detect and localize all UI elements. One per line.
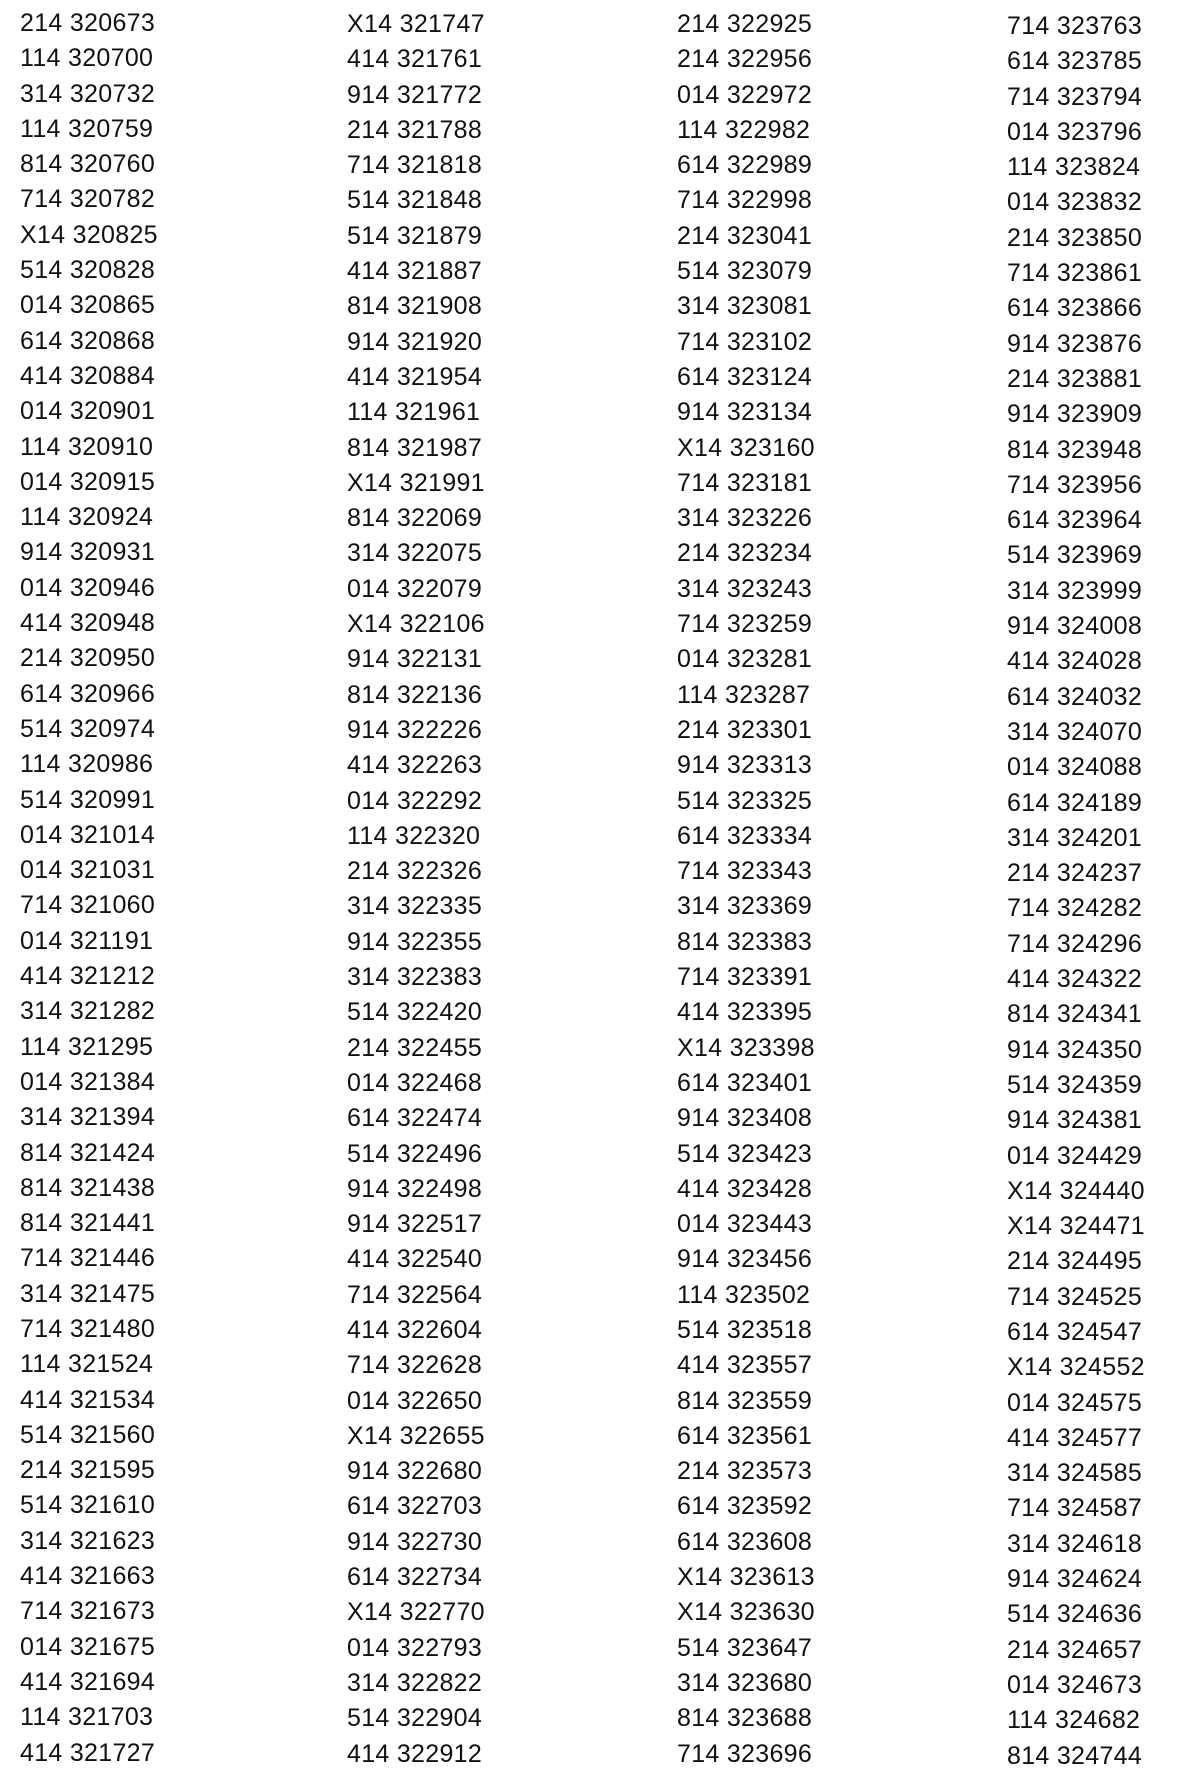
number-entry: 414 321761 bbox=[347, 45, 483, 74]
number-entry: 214 323234 bbox=[677, 539, 813, 568]
number-entry: 214 320950 bbox=[20, 644, 156, 673]
number-entry: 514 321848 bbox=[347, 186, 483, 215]
number-entry: 514 321610 bbox=[20, 1491, 156, 1520]
number-entry: 514 321560 bbox=[20, 1420, 156, 1449]
number-entry: 014 323281 bbox=[677, 645, 813, 674]
number-entry: 114 324682 bbox=[1007, 1706, 1141, 1735]
number-entry: 714 322628 bbox=[347, 1351, 483, 1380]
number-entry: 014 321384 bbox=[20, 1067, 156, 1096]
number-entry: 614 323964 bbox=[1007, 506, 1143, 535]
number-entry: 414 322604 bbox=[347, 1315, 483, 1344]
number-entry: 814 322069 bbox=[347, 504, 483, 533]
number-entry: 214 320673 bbox=[20, 9, 156, 37]
number-entry: 014 322793 bbox=[347, 1633, 483, 1662]
number-entry: 714 321480 bbox=[20, 1314, 156, 1343]
number-column-1 bbox=[20, 6, 290, 1771]
number-entry: 114 323287 bbox=[677, 680, 811, 709]
number-entry: 314 324201 bbox=[1007, 823, 1143, 852]
number-entry: 814 324744 bbox=[1007, 1741, 1143, 1770]
number-entry: 614 323401 bbox=[677, 1068, 813, 1097]
number-entry: 314 321475 bbox=[20, 1279, 156, 1308]
number-entry: 014 320865 bbox=[20, 291, 156, 320]
number-entry: 814 320760 bbox=[20, 150, 156, 179]
number-entry: 714 323391 bbox=[677, 963, 813, 992]
number-entry: 614 322474 bbox=[347, 1104, 483, 1133]
number-list-page bbox=[0, 6, 1200, 1786]
number-entry: X14 323630 bbox=[677, 1598, 815, 1627]
number-entry: 914 322730 bbox=[347, 1527, 483, 1556]
number-entry: 414 324577 bbox=[1007, 1423, 1143, 1452]
number-entry: 714 320782 bbox=[20, 185, 156, 214]
number-entry: 214 322455 bbox=[347, 1033, 483, 1062]
number-entry: 814 321424 bbox=[20, 1138, 156, 1167]
number-entry: 114 323824 bbox=[1007, 153, 1141, 182]
number-entry: 214 324657 bbox=[1007, 1635, 1143, 1664]
number-entry: 214 323850 bbox=[1007, 223, 1143, 252]
number-entry: 614 324547 bbox=[1007, 1317, 1143, 1346]
number-entry: 314 321282 bbox=[20, 997, 156, 1026]
number-entry: 014 321014 bbox=[20, 820, 156, 849]
number-entry: 114 320986 bbox=[20, 750, 154, 779]
number-entry: 714 324296 bbox=[1007, 929, 1143, 958]
number-entry: X14 322655 bbox=[347, 1421, 485, 1450]
number-entry: 714 321446 bbox=[20, 1244, 156, 1273]
number-entry: 714 323956 bbox=[1007, 470, 1143, 499]
number-entry: 014 322292 bbox=[347, 786, 483, 815]
number-entry: 014 320946 bbox=[20, 573, 156, 602]
number-entry: 414 321887 bbox=[347, 257, 483, 286]
number-entry: 814 321438 bbox=[20, 1173, 156, 1202]
number-entry: 314 324585 bbox=[1007, 1459, 1143, 1488]
number-entry: 914 324008 bbox=[1007, 612, 1143, 641]
number-entry: 214 324495 bbox=[1007, 1247, 1143, 1276]
number-entry: 314 320732 bbox=[20, 79, 156, 108]
number-entry: 314 321623 bbox=[20, 1526, 156, 1555]
number-entry: 314 323081 bbox=[677, 292, 813, 321]
number-entry: 814 321987 bbox=[347, 433, 483, 462]
number-entry: 514 322420 bbox=[347, 998, 483, 1027]
number-entry: 714 321060 bbox=[20, 891, 156, 920]
number-entry: 714 323102 bbox=[677, 327, 813, 356]
number-entry: 914 324624 bbox=[1007, 1565, 1143, 1594]
number-entry: 914 323408 bbox=[677, 1104, 813, 1133]
number-entry: 014 322972 bbox=[677, 80, 813, 109]
number-entry: X14 324471 bbox=[1007, 1212, 1145, 1241]
number-entry: 514 322904 bbox=[347, 1704, 483, 1733]
number-entry: 814 323688 bbox=[677, 1704, 813, 1733]
number-entry: 314 321394 bbox=[20, 1103, 156, 1132]
number-entry: 214 321595 bbox=[20, 1456, 156, 1485]
number-entry: 514 323518 bbox=[677, 1315, 813, 1344]
number-entry: 314 323680 bbox=[677, 1668, 813, 1697]
number-entry: 414 320884 bbox=[20, 361, 156, 390]
number-entry: 614 323124 bbox=[677, 362, 813, 391]
number-entry: X14 321991 bbox=[347, 468, 485, 497]
number-entry: 314 323226 bbox=[677, 504, 813, 533]
number-entry: 414 324028 bbox=[1007, 647, 1143, 676]
number-entry: X14 324552 bbox=[1007, 1353, 1145, 1382]
number-entry: 614 323608 bbox=[677, 1527, 813, 1556]
number-entry: 714 321818 bbox=[347, 151, 483, 180]
number-entry: X14 320825 bbox=[20, 220, 158, 249]
number-entry: 914 322355 bbox=[347, 927, 483, 956]
number-entry: 914 322498 bbox=[347, 1174, 483, 1203]
number-entry: 614 322703 bbox=[347, 1492, 483, 1521]
number-entry: 714 323259 bbox=[677, 610, 813, 639]
number-entry: 414 321727 bbox=[20, 1738, 156, 1767]
number-entry: 914 324381 bbox=[1007, 1106, 1143, 1135]
number-entry: 314 324070 bbox=[1007, 717, 1143, 746]
number-entry: 714 322998 bbox=[677, 186, 813, 215]
number-column-2 bbox=[347, 7, 617, 1772]
number-entry: 414 323428 bbox=[677, 1174, 813, 1203]
number-entry: 614 323334 bbox=[677, 821, 813, 850]
number-entry: 814 323559 bbox=[677, 1386, 813, 1415]
number-entry: 714 324282 bbox=[1007, 894, 1143, 923]
number-entry: 214 322956 bbox=[677, 45, 813, 74]
number-entry: 014 324575 bbox=[1007, 1388, 1143, 1417]
number-entry: 414 323395 bbox=[677, 998, 813, 1027]
number-entry: X14 322106 bbox=[347, 610, 485, 639]
number-entry: 014 322468 bbox=[347, 1068, 483, 1097]
number-column-3 bbox=[677, 7, 947, 1772]
number-entry: 214 323041 bbox=[677, 221, 813, 250]
number-entry: 214 323573 bbox=[677, 1457, 813, 1486]
number-entry: 114 321703 bbox=[20, 1703, 154, 1732]
number-entry: 714 324587 bbox=[1007, 1494, 1143, 1523]
number-entry: 814 324341 bbox=[1007, 1000, 1143, 1029]
number-entry: 914 323313 bbox=[677, 751, 813, 780]
number-entry: 514 320974 bbox=[20, 714, 156, 743]
number-entry: 614 324189 bbox=[1007, 788, 1143, 817]
number-entry: 614 320966 bbox=[20, 679, 156, 708]
number-entry: X14 321747 bbox=[347, 10, 485, 38]
number-entry: 514 324359 bbox=[1007, 1070, 1143, 1099]
number-entry: X14 323160 bbox=[677, 433, 815, 462]
number-entry: 714 323696 bbox=[677, 1739, 813, 1768]
number-entry: 314 322822 bbox=[347, 1668, 483, 1697]
number-entry: 514 322496 bbox=[347, 1139, 483, 1168]
number-entry: 414 322540 bbox=[347, 1245, 483, 1274]
number-entry: 614 322734 bbox=[347, 1563, 483, 1592]
number-entry: 514 323647 bbox=[677, 1633, 813, 1662]
number-entry: 914 322517 bbox=[347, 1210, 483, 1239]
number-entry: X14 323398 bbox=[677, 1033, 815, 1062]
number-entry: 914 322131 bbox=[347, 645, 483, 674]
number-entry: 914 323909 bbox=[1007, 400, 1143, 429]
number-entry: 414 320948 bbox=[20, 609, 156, 638]
number-entry: X14 324440 bbox=[1007, 1176, 1145, 1205]
number-entry: 914 323134 bbox=[677, 398, 813, 427]
number-entry: 014 321191 bbox=[20, 926, 154, 955]
number-entry: 114 321295 bbox=[20, 1032, 154, 1061]
number-entry: 214 323881 bbox=[1007, 364, 1143, 393]
number-entry: 014 321675 bbox=[20, 1632, 156, 1661]
number-entry: 214 321788 bbox=[347, 115, 483, 144]
number-entry: 514 321879 bbox=[347, 221, 483, 250]
number-entry: 114 322982 bbox=[677, 115, 811, 144]
number-entry: 614 323561 bbox=[677, 1421, 813, 1450]
number-entry: 914 323876 bbox=[1007, 329, 1143, 358]
number-entry: 714 321673 bbox=[20, 1597, 156, 1626]
number-entry: 214 322326 bbox=[347, 857, 483, 886]
number-entry: 014 324673 bbox=[1007, 1670, 1143, 1699]
number-entry: 214 323301 bbox=[677, 715, 813, 744]
number-entry: 814 321441 bbox=[20, 1209, 156, 1238]
number-entry: 914 322226 bbox=[347, 715, 483, 744]
number-entry: 714 323343 bbox=[677, 857, 813, 886]
number-entry: 414 322912 bbox=[347, 1739, 483, 1768]
number-entry: 114 322320 bbox=[347, 821, 481, 850]
number-entry: 614 322989 bbox=[677, 151, 813, 180]
number-entry: 814 323948 bbox=[1007, 435, 1143, 464]
number-entry: 314 324618 bbox=[1007, 1529, 1143, 1558]
number-entry: 314 323369 bbox=[677, 892, 813, 921]
number-entry: 414 324322 bbox=[1007, 965, 1143, 994]
number-entry: 514 320828 bbox=[20, 256, 156, 285]
number-entry: 514 323423 bbox=[677, 1139, 813, 1168]
number-entry: 014 320901 bbox=[20, 397, 156, 426]
number-entry: 414 321534 bbox=[20, 1385, 156, 1414]
number-entry: 914 321772 bbox=[347, 80, 483, 109]
number-entry: 814 321908 bbox=[347, 292, 483, 321]
number-entry: 314 322335 bbox=[347, 892, 483, 921]
number-entry: 214 324237 bbox=[1007, 859, 1143, 888]
number-entry: 214 322925 bbox=[677, 10, 813, 38]
number-entry: 114 320910 bbox=[20, 432, 154, 461]
number-entry: 714 323763 bbox=[1007, 12, 1143, 40]
number-entry: 714 323181 bbox=[677, 468, 813, 497]
number-entry: 914 324350 bbox=[1007, 1035, 1143, 1064]
number-column-4 bbox=[1007, 9, 1200, 1774]
number-entry: 014 324429 bbox=[1007, 1141, 1143, 1170]
number-entry: 914 320931 bbox=[20, 538, 156, 567]
number-entry: 414 323557 bbox=[677, 1351, 813, 1380]
number-entry: 714 323861 bbox=[1007, 259, 1143, 288]
number-entry: 114 323502 bbox=[677, 1280, 811, 1309]
number-entry: 314 322383 bbox=[347, 963, 483, 992]
number-entry: 914 322680 bbox=[347, 1457, 483, 1486]
number-entry: 014 321031 bbox=[20, 856, 156, 885]
number-entry: 914 321920 bbox=[347, 327, 483, 356]
number-entry: 114 320700 bbox=[20, 44, 154, 73]
number-entry: 414 321663 bbox=[20, 1562, 156, 1591]
number-entry: 514 323969 bbox=[1007, 541, 1143, 570]
number-entry: X14 323613 bbox=[677, 1563, 815, 1592]
number-entry: 414 321954 bbox=[347, 362, 483, 391]
number-entry: 514 324636 bbox=[1007, 1600, 1143, 1629]
number-entry: 714 323794 bbox=[1007, 82, 1143, 111]
number-entry: 614 324032 bbox=[1007, 682, 1143, 711]
number-entry: 614 323592 bbox=[677, 1492, 813, 1521]
number-entry: 814 323383 bbox=[677, 927, 813, 956]
number-entry: 414 321212 bbox=[20, 962, 156, 991]
number-entry: 114 320759 bbox=[20, 114, 154, 143]
number-entry: 414 321694 bbox=[20, 1667, 156, 1696]
number-entry: 114 321961 bbox=[347, 398, 481, 427]
number-entry: 514 320991 bbox=[20, 785, 156, 814]
number-entry: 914 323456 bbox=[677, 1245, 813, 1274]
number-entry: 814 322136 bbox=[347, 680, 483, 709]
number-entry: 514 323079 bbox=[677, 257, 813, 286]
number-entry: 014 322079 bbox=[347, 574, 483, 603]
number-entry: 314 323243 bbox=[677, 574, 813, 603]
number-entry: 314 323999 bbox=[1007, 576, 1143, 605]
number-entry: 414 322263 bbox=[347, 751, 483, 780]
number-entry: 014 322650 bbox=[347, 1386, 483, 1415]
number-entry: 614 323866 bbox=[1007, 294, 1143, 323]
number-entry: 114 321524 bbox=[20, 1350, 154, 1379]
number-entry: 714 322564 bbox=[347, 1280, 483, 1309]
number-entry: 514 323325 bbox=[677, 786, 813, 815]
number-entry: 014 323443 bbox=[677, 1210, 813, 1239]
number-entry: X14 322770 bbox=[347, 1598, 485, 1627]
number-entry: 014 324088 bbox=[1007, 753, 1143, 782]
number-entry: 014 323832 bbox=[1007, 188, 1143, 217]
number-entry: 614 320868 bbox=[20, 326, 156, 355]
number-entry: 714 324525 bbox=[1007, 1282, 1143, 1311]
number-entry: 614 323785 bbox=[1007, 47, 1143, 76]
number-entry: 114 320924 bbox=[20, 503, 154, 532]
number-entry: 014 323796 bbox=[1007, 117, 1143, 146]
number-entry: 014 320915 bbox=[20, 467, 156, 496]
number-entry: 314 322075 bbox=[347, 539, 483, 568]
